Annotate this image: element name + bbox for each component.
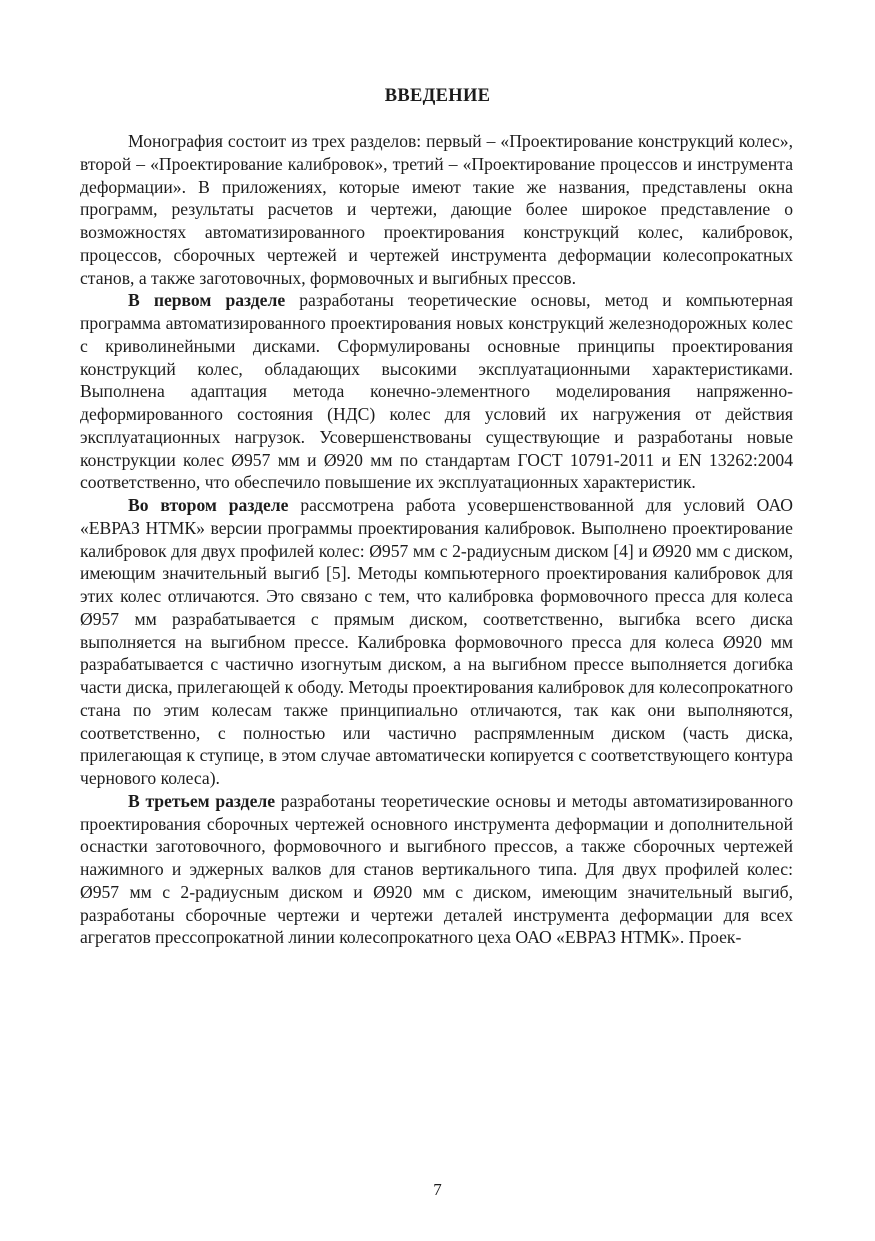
- page-number: 7: [433, 1180, 442, 1199]
- paragraph-section-2-text: рассмотрена работа усовершенствованной для условий ОАО «ЕВРАЗ НТМК» версии программы проектирования калибровок. Выполнено проектирование калибровок для двух профилей колес: Ø957 мм с 2-радиусным диском [4] и Ø920 мм с диском, имеющим значительный выгиб [5]. Методы компьютерного проектирования калибровок для этих колес отличаются. Это связано с тем, что калибровка формовочного пресса для колеса Ø957 мм разрабатывается с прямым диском, соответственно, выгибка всего диска выполняется на выгибном прессе. Калибровка формовочного пресса для колеса Ø920 мм разрабатывается с частично изогнутым диском, а на выгибном прессе выполняется догибка части диска, прилегающей к ободу. Методы проектирования калибровок для колесопрокатного стана по этим колесам также принципиально отличаются, так как они выполняются, соответственно, с полностью или частично распрямленным диском (часть диска, прилегающая к ступице, в этом случае автоматически копируется с соответствующего контура чернового колеса).: [80, 495, 793, 788]
- paragraph-section-2: [80, 494, 793, 790]
- paragraph-section-3: [80, 790, 793, 949]
- paragraph-section-1: [80, 289, 793, 494]
- paragraph-intro-text: Монография состоит из трех разделов: первый – «Проектирование конструкций колес», второй – «Проектирование калибровок», третий – «Проектирование процессов и инструмента деформации». В приложениях, которые имеют такие же названия, представлены окна программ, результаты расчетов и чертежи, дающие более широкое представление о возможностях автоматизированного проектирования конструкций колес, калибровок, процессов, сборочных чертежей и чертежей инструмента деформации колесопрокатных станов, а также заготовочных, формовочных и выгибных прессов.: [80, 131, 793, 288]
- body-text: [80, 130, 793, 949]
- paragraph-section-1-lead: В первом разделе: [128, 290, 286, 311]
- paragraph-intro: [80, 130, 793, 289]
- page-title: ВВЕДЕНИЕ: [384, 86, 491, 106]
- paragraph-section-3-lead: В третьем разделе: [128, 790, 276, 811]
- paragraph-section-2-lead: Во втором разделе: [128, 495, 289, 515]
- paragraph-section-1-text: разработаны теоретические основы, метод и компьютерная программа автоматизированного проектирования новых конструкций железнодорожных колес с криволинейными дисками. Сформулированы основные принципы проектирования конструкций колес, обладающих высокими эксплуатационными характеристиками. Выполнена адаптация метода конечно-элементного моделирования напряженно-деформированного состояния (НДС) колес для условий их нагружения от действия эксплуатационных нагрузок. Усовершенствованы существующие и разработаны новые конструкции колес Ø957 мм и Ø920 мм по стандартам ГОСТ 10791-2011 и EN 13262:2004 соответственно, что обеспечило повышение их эксплуатационных характеристик.: [80, 290, 793, 493]
- paragraph-section-3-text: разработаны теоретические основы и методы автоматизированного проектирования сборочных чертежей основного инструмента деформации и дополнительной оснастки заготовочного, формовочного и выгибного прессов, а также сборочных чертежей нажимного и эджерных валков для станов вертикального типа. Для двух профилей колес: Ø957 мм с 2-радиусным диском и Ø920 мм с диском, имеющим значительный выгиб, разработаны сборочные чертежи и чертежи деталей инструмента деформации для всех агрегатов прессопрокатной линии колесопрокатного цеха ОАО «ЕВРАЗ НТМК». Проек-: [80, 790, 793, 948]
